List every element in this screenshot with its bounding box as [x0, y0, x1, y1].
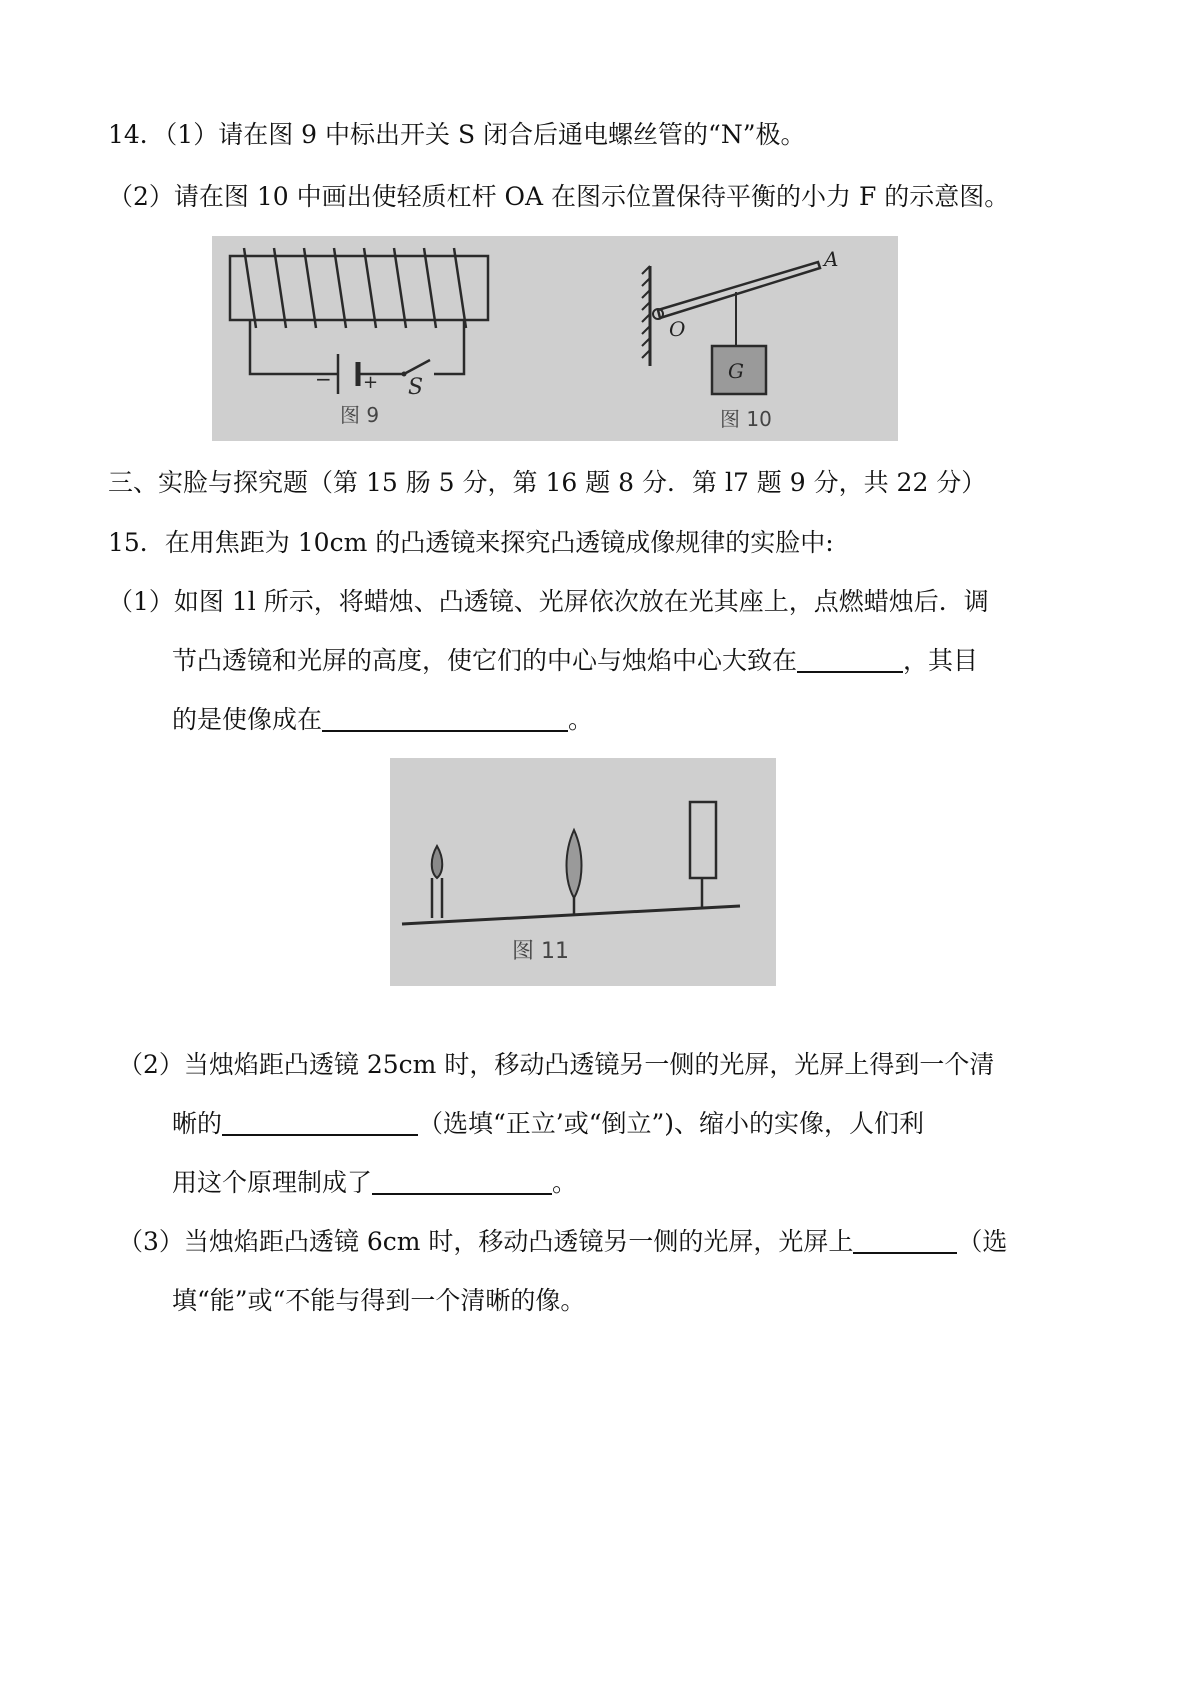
q15-part1-line2: [172, 644, 978, 678]
q15-part2-line3-text-b: 。: [552, 1168, 578, 1197]
q15-part3-line2: 填“能”或“不能与得到一个清晰的像。: [172, 1286, 586, 1315]
figure-9-caption: 图 9: [340, 403, 380, 427]
solenoid: [230, 248, 488, 328]
answer-blank-3[interactable]: [222, 1108, 418, 1136]
q15-part2-line3-text-a: 用这个原理制成了: [172, 1168, 373, 1197]
battery-minus-label: −: [315, 367, 332, 391]
q15-part1-line1: （1）如图 1l 所示，将蜡烛、凸透镜、光屏依次放在光其座上，点燃蜡烛后．调: [108, 587, 989, 616]
weight-label: G: [728, 359, 744, 383]
q15-part1-line3: [172, 703, 593, 737]
q15-part1-line2-text-b: ，其目: [903, 646, 979, 675]
wall: [642, 266, 650, 366]
figure-11-caption: 图 11: [512, 939, 569, 964]
q15-intro: 15．在用焦距为 10cm 的凸透镜来探究凸透镜成像规律的实脸中:: [108, 528, 834, 557]
answer-blank-1[interactable]: [797, 645, 903, 673]
q15-part2-line2-text-b: （选填“正立’或“倒立”)、缩小的实像，人们利: [418, 1109, 925, 1138]
battery-icon: [338, 354, 358, 394]
switch-label: S: [408, 375, 424, 400]
q15-part2-line1: （2）当烛焰距凸透镜 25cm 时，移动凸透镜另一侧的光屏，光屏上得到一个清: [118, 1050, 995, 1079]
q14-line2: （2）请在图 10 中画出使轻质杠杆 OA 在图示位置保待平衡的小力 F 的示意图。: [108, 182, 1010, 211]
q15-part1-line3-text-b: 。: [568, 705, 594, 734]
lever-end-label: A: [824, 247, 839, 271]
q15-part3-line1-text-a: （3）当烛焰距凸透镜 6cm 时，移动凸透镜另一侧的光屏，光屏上: [118, 1227, 854, 1256]
figure-9-10: [212, 236, 898, 441]
q15-part1-line2-text-a: 节凸透镜和光屏的高度，使它们的中心与烛焰中心大致在: [172, 646, 798, 675]
battery-plus-label: +: [363, 372, 379, 393]
section-3-title: 三、实脸与探究题（第 15 肠 5 分，第 16 题 8 分．第 l7 题 9 分，共 22 分）: [108, 468, 987, 497]
answer-blank-2[interactable]: [322, 704, 568, 732]
answer-blank-4[interactable]: [372, 1167, 552, 1195]
q15-part2-line2: [172, 1107, 924, 1141]
q15-part2-line3: [172, 1166, 577, 1200]
q15-part1-line3-text-a: 的是使像成在: [172, 705, 323, 734]
figure-11: [390, 758, 776, 986]
q15-part2-line2-text-a: 晰的: [172, 1109, 223, 1138]
q15-part3-line1-text-b: （选: [957, 1227, 1008, 1256]
candle: [432, 846, 443, 918]
light-screen: [690, 802, 716, 908]
figure-11-drawing: [390, 758, 776, 986]
optical-bench: [402, 906, 740, 924]
q14-line1: 14．（1）请在图 9 中标出开关 S 闭合后通电螺丝管的“N”极。: [108, 120, 806, 149]
figure-10-caption: 图 10: [720, 407, 772, 431]
convex-lens: [567, 830, 582, 916]
answer-blank-5[interactable]: [853, 1226, 957, 1254]
switch-contact-icon: [402, 372, 407, 377]
figure-9-10-drawing: [212, 236, 898, 441]
q15-part3-line1: [118, 1225, 1007, 1259]
lever-bar: [658, 262, 820, 318]
pivot-label: O: [669, 317, 686, 341]
